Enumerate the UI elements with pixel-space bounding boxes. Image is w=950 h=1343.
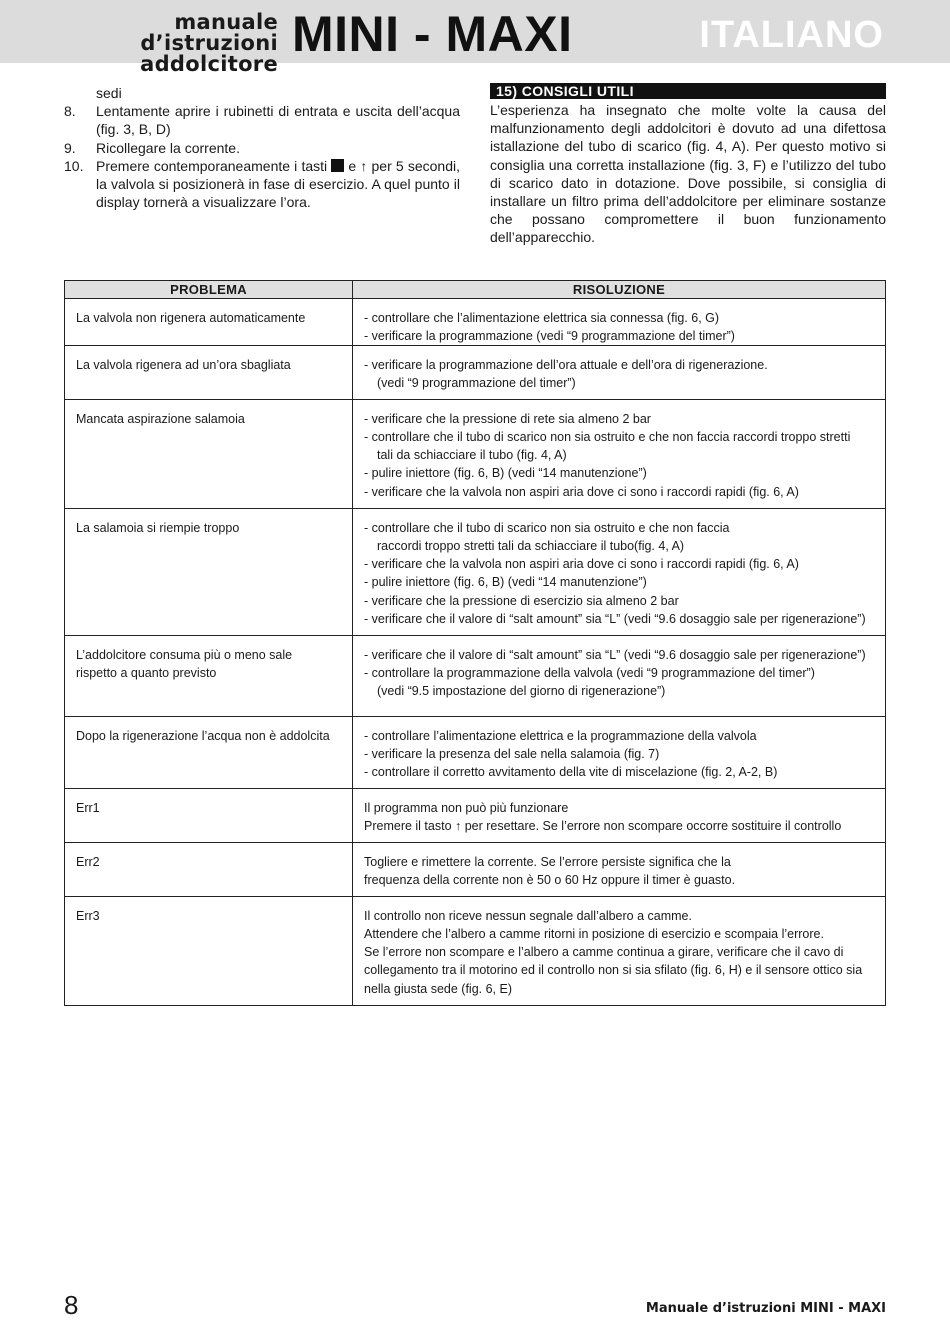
- table-row: [65, 509, 886, 636]
- problem-cell: [65, 400, 353, 509]
- step-text: [96, 157, 460, 212]
- solution-line: - verificare che il valore di “salt amount” sia “L” (vedi “9.6 dosaggio sale per rigenerazione”): [364, 648, 866, 663]
- solution-line: collegamento tra il motorino ed il controllo non si sia sfilato (fig. 6, H) e il sensore ottico sia: [364, 963, 863, 978]
- solution-line: Premere il tasto ↑ per resettare. Se l’errore non scompare occorre sostituire il controllo: [364, 819, 842, 834]
- solution-cell: [353, 717, 886, 789]
- problem-cell: [65, 636, 353, 717]
- problem-line: La valvola non rigenera automaticamente: [76, 311, 306, 325]
- solution-line: frequenza della corrente non è 50 o 60 Hz oppure il timer è guasto.: [364, 873, 736, 888]
- table-row: [65, 299, 886, 346]
- problem-cell: [65, 897, 353, 1006]
- solution-cell: [353, 346, 886, 400]
- solution-line: - verificare che la pressione di esercizio sia almeno 2 bar: [364, 593, 679, 608]
- solution-line: - pulire iniettore (fig. 6, B) (vedi “14 manutenzione”): [364, 466, 647, 481]
- step-number: 10.: [64, 157, 84, 174]
- step-item: [64, 139, 460, 157]
- solution-line: - verificare che la valvola non aspiri aria dove ci sono i raccordi rapidi (fig. 6, A): [364, 557, 799, 572]
- step-text-part: Premere contemporaneamente i tasti: [96, 157, 332, 174]
- solution-line: - controllare che l’alimentazione elettrica sia connessa (fig. 6, G): [364, 311, 720, 325]
- solution-line: - verificare la programmazione dell’ora attuale e dell’ora di rigenerazione.: [364, 358, 768, 373]
- header-subtitle-line2: addolcitore: [140, 52, 278, 76]
- step-number: 8.: [64, 103, 76, 120]
- solution-cell: [353, 299, 886, 346]
- section-title: 15) CONSIGLI UTILI: [490, 83, 886, 99]
- solution-line: - controllare il corretto avvitamento della vite di miscelazione (fig. 2, A-2, B): [364, 765, 778, 780]
- table-row: [65, 843, 886, 897]
- solution-line: - verificare che la pressione di rete sia almeno 2 bar: [364, 412, 651, 427]
- solution-cell: [353, 843, 886, 897]
- solution-line: (vedi “9 programmazione del timer”): [377, 376, 576, 391]
- table-row: [65, 636, 886, 717]
- problem-cell: [65, 509, 353, 636]
- solution-cell: [353, 789, 886, 843]
- solution-line: raccordi troppo stretti tali da schiacciare il tubo(fig. 4, A): [377, 539, 685, 554]
- page-number: 8: [64, 1290, 79, 1320]
- solution-cell: [353, 897, 886, 1006]
- problem-line: rispetto a quanto previsto: [76, 666, 217, 681]
- solution-line: - verificare la programmazione (vedi “9 programmazione del timer”): [364, 329, 735, 344]
- header-subtitle: [60, 12, 278, 75]
- column-header-solution: RISOLUZIONE: [353, 281, 886, 299]
- solution-line: - controllare la programmazione della valvola (vedi “9 programmazione del timer”): [364, 666, 815, 681]
- problem-cell: [65, 717, 353, 789]
- problem-cell: [65, 843, 353, 897]
- page-header: [0, 0, 950, 76]
- table-header-row: [65, 281, 886, 299]
- problem-line: Dopo la rigenerazione l’acqua non è addolcita: [76, 729, 330, 744]
- problem-line: Err3: [76, 909, 100, 924]
- solution-line: Togliere e rimettere la corrente. Se l’errore persiste significa che la: [364, 855, 731, 870]
- step-number: 9.: [64, 139, 76, 156]
- solution-line: (vedi “9.5 impostazione del giorno di rigenerazione”): [377, 684, 666, 699]
- problem-cell: [65, 789, 353, 843]
- solution-line: - controllare l’alimentazione elettrica e la programmazione della valvola: [364, 729, 757, 744]
- step-text-part: e ↑ per 5 secondi, la valvola si posizionerà in fase di esercizio. A quel punto il display tornerà a visualizzare l’ora.: [96, 157, 460, 211]
- step-item: [64, 102, 460, 138]
- footer-text: Manuale d’istruzioni MINI - MAXI: [645, 1301, 886, 1316]
- solution-line: - verificare che la valvola non aspiri aria dove ci sono i raccordi rapidi (fig. 6, A): [364, 484, 799, 499]
- table-row: [65, 789, 886, 843]
- solution-line: - controllare che il tubo di scarico non sia ostruito e che non faccia raccordi troppo stretti: [364, 430, 851, 445]
- solution-line: - pulire iniettore (fig. 6, B) (vedi “14 manutenzione”): [364, 575, 647, 590]
- problem-cell: [65, 346, 353, 400]
- header-language: ITALIANO: [699, 14, 884, 56]
- column-header-problem: PROBLEMA: [65, 281, 353, 299]
- square-key-icon: [331, 159, 344, 172]
- step-item: [64, 157, 460, 212]
- problem-line: Err1: [76, 801, 100, 816]
- solution-line: - verificare che il valore di “salt amount” sia “L” (vedi “9.6 dosaggio sale per rigenerazione”): [364, 611, 866, 626]
- solution-line: Il controllo non riceve nessun segnale dall’albero a camme.: [364, 909, 692, 924]
- solution-line: Attendere che l’albero a camme ritorni in posizione di esercizio e scompaia l’errore.: [364, 927, 824, 942]
- header-subtitle-line1: manuale d’istruzioni: [140, 10, 278, 55]
- solution-line: - controllare che il tubo di scarico non sia ostruito e che non faccia: [364, 521, 730, 536]
- troubleshooting-table: [64, 280, 886, 1006]
- problem-line: Mancata aspirazione salamoia: [76, 412, 245, 427]
- problem-line: L’addolcitore consuma più o meno sale: [76, 648, 293, 663]
- steps-column: [64, 84, 460, 211]
- solution-cell: [353, 636, 886, 717]
- header-title: MINI - MAXI: [292, 6, 573, 62]
- problem-line: La salamoia si riempie troppo: [76, 521, 240, 536]
- solution-line: Il programma non può più funzionare: [364, 801, 569, 816]
- problem-cell: [65, 299, 353, 346]
- table-row: [65, 346, 886, 400]
- solution-line: tali da schiacciare il tubo (fig. 4, A): [377, 448, 567, 463]
- tips-column: [490, 83, 886, 247]
- step-continuation: sedi: [96, 85, 122, 101]
- solution-line: Se l’errore non scompare e l’albero a camme continua a girare, verificare che il cavo di: [364, 945, 844, 960]
- problem-line: Err2: [76, 855, 100, 870]
- tips-paragraph: L’esperienza ha insegnato che molte volte la causa del malfunzionamento degli addolcitori è dovuto ad una difettosa istallazione del tubo di scarico (fig. 4, A). Per questo motivo si consiglia una corretta installazione (fig. 3, F) e l’utilizzo del tubo di scarico dato in dotazione. Dove possibile, si consiglia di installare un filtro prima dell’addolcitore per eliminare sostanze che possano compromettere il buon funzionamento dell’apparecchio.: [490, 102, 886, 246]
- table-row: [65, 897, 886, 1006]
- step-text: Lentamente aprire i rubinetti di entrata e uscita dell’acqua (fig. 3, B, D): [96, 103, 460, 138]
- problem-line: La valvola rigenera ad un’ora sbagliata: [76, 358, 291, 373]
- solution-cell: [353, 400, 886, 509]
- table-row: [65, 400, 886, 509]
- solution-line: - verificare la presenza del sale nella salamoia (fig. 7): [364, 747, 660, 762]
- step-text: Ricollegare la corrente.: [96, 139, 240, 156]
- table-body: [65, 299, 886, 1006]
- solution-cell: [353, 509, 886, 636]
- table-row: [65, 717, 886, 789]
- solution-line: nella giusta sede (fig. 6, E): [364, 981, 512, 996]
